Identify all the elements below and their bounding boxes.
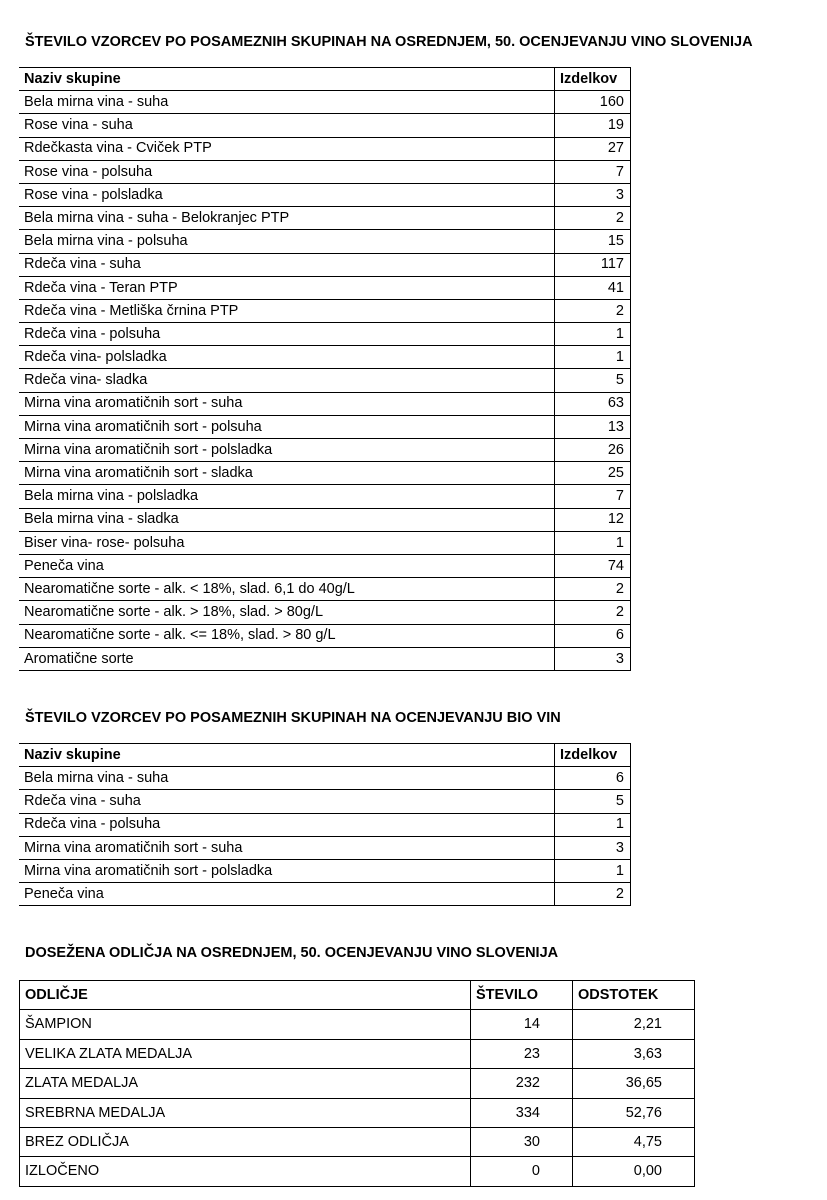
- group-name: Aromatične sorte: [19, 647, 555, 670]
- table-row: [19, 160, 631, 183]
- table-row: [19, 439, 631, 462]
- group-name: Nearomatične sorte - alk. <= 18%, slad. > 80 g/L: [19, 624, 555, 647]
- header-number: ŠTEVILO: [471, 981, 573, 1010]
- group-name: Peneča vina: [19, 554, 555, 577]
- group-count: 2: [555, 883, 631, 906]
- table-row: [19, 624, 631, 647]
- header-medal: ODLIČJE: [20, 981, 471, 1010]
- medal-percent: 3,63: [573, 1039, 695, 1068]
- table-row: [19, 813, 631, 836]
- groups-table: [19, 67, 631, 671]
- group-count: 41: [555, 276, 631, 299]
- table-row: [19, 531, 631, 554]
- medal-count: 14: [471, 1010, 573, 1039]
- table-row: [20, 1157, 695, 1186]
- section1-title: ŠTEVILO VZORCEV PO POSAMEZNIH SKUPINAH NA OSREDNJEM, 50. OCENJEVANJU VINO SLOVENIJA: [25, 34, 753, 50]
- group-count: 3: [555, 183, 631, 206]
- table-row: [19, 767, 631, 790]
- table-row: [19, 462, 631, 485]
- group-name: Mirna vina aromatičnih sort - suha: [19, 836, 555, 859]
- medal-name: ZLATA MEDALJA: [20, 1069, 471, 1098]
- group-count: 5: [555, 790, 631, 813]
- group-count: 7: [555, 160, 631, 183]
- medal-count: 30: [471, 1127, 573, 1156]
- medal-percent: 36,65: [573, 1069, 695, 1098]
- medal-percent: 0,00: [573, 1157, 695, 1186]
- header-percent: ODSTOTEK: [573, 981, 695, 1010]
- medal-name: SREBRNA MEDALJA: [20, 1098, 471, 1127]
- table-row: [19, 601, 631, 624]
- group-count: 25: [555, 462, 631, 485]
- group-count: 26: [555, 439, 631, 462]
- table-row: [19, 415, 631, 438]
- table-row: [19, 253, 631, 276]
- medal-count: 334: [471, 1098, 573, 1127]
- medal-count: 0: [471, 1157, 573, 1186]
- group-name: Rdeča vina - suha: [19, 253, 555, 276]
- group-count: 3: [555, 836, 631, 859]
- group-name: Bela mirna vina - suha - Belokranjec PTP: [19, 207, 555, 230]
- group-name: Bela mirna vina - polsuha: [19, 230, 555, 253]
- table-row: [19, 578, 631, 601]
- table-row: [19, 485, 631, 508]
- table-row: [19, 230, 631, 253]
- table-row: [19, 207, 631, 230]
- group-name: Bela mirna vina - polsladka: [19, 485, 555, 508]
- group-name: Rdeča vina - polsuha: [19, 813, 555, 836]
- group-name: Mirna vina aromatičnih sort - polsuha: [19, 415, 555, 438]
- group-count: 2: [555, 299, 631, 322]
- medal-name: BREZ ODLIČJA: [20, 1127, 471, 1156]
- table-header-row: [19, 68, 631, 91]
- group-count: 6: [555, 767, 631, 790]
- medal-name: IZLOČENO: [20, 1157, 471, 1186]
- group-count: 6: [555, 624, 631, 647]
- group-name: Bela mirna vina - suha: [19, 767, 555, 790]
- group-count: 3: [555, 647, 631, 670]
- group-name: Mirna vina aromatičnih sort - sladka: [19, 462, 555, 485]
- group-name: Mirna vina aromatičnih sort - polsladka: [19, 439, 555, 462]
- group-name: Peneča vina: [19, 883, 555, 906]
- group-count: 15: [555, 230, 631, 253]
- group-name: Rdeča vina - Teran PTP: [19, 276, 555, 299]
- group-name: Rdeča vina- polsladka: [19, 346, 555, 369]
- medal-count: 232: [471, 1069, 573, 1098]
- table-row: [19, 137, 631, 160]
- table-row: [19, 114, 631, 137]
- table-row: [19, 508, 631, 531]
- medal-percent: 2,21: [573, 1010, 695, 1039]
- table-row: [20, 1069, 695, 1098]
- table-row: [19, 647, 631, 670]
- header-count: Izdelkov: [555, 744, 631, 767]
- group-count: 5: [555, 369, 631, 392]
- table-row: [19, 790, 631, 813]
- medal-percent: 4,75: [573, 1127, 695, 1156]
- medal-percent: 52,76: [573, 1098, 695, 1127]
- table-row: [19, 554, 631, 577]
- group-name: Rdeča vina - Metliška črnina PTP: [19, 299, 555, 322]
- group-count: 74: [555, 554, 631, 577]
- table-row: [19, 859, 631, 882]
- header-group-name: Naziv skupine: [19, 68, 555, 91]
- group-name: Mirna vina aromatičnih sort - suha: [19, 392, 555, 415]
- group-count: 1: [555, 323, 631, 346]
- table-row: [19, 346, 631, 369]
- table-row: [19, 91, 631, 114]
- group-name: Bela mirna vina - sladka: [19, 508, 555, 531]
- group-name: Rdečkasta vina - Cviček PTP: [19, 137, 555, 160]
- group-name: Mirna vina aromatičnih sort - polsladka: [19, 859, 555, 882]
- group-count: 1: [555, 531, 631, 554]
- group-count: 12: [555, 508, 631, 531]
- medal-count: 23: [471, 1039, 573, 1068]
- group-name: Nearomatične sorte - alk. < 18%, slad. 6,1 do 40g/L: [19, 578, 555, 601]
- group-count: 160: [555, 91, 631, 114]
- bio-groups-table: [19, 743, 631, 906]
- section3-title: DOSEŽENA ODLIČJA NA OSREDNJEM, 50. OCENJEVANJU VINO SLOVENIJA: [25, 945, 559, 961]
- table-row: [20, 1127, 695, 1156]
- group-name: Bela mirna vina - suha: [19, 91, 555, 114]
- section2-title: ŠTEVILO VZORCEV PO POSAMEZNIH SKUPINAH NA OCENJEVANJU BIO VIN: [25, 710, 561, 726]
- group-count: 7: [555, 485, 631, 508]
- table-row: [19, 392, 631, 415]
- group-name: Rdeča vina - suha: [19, 790, 555, 813]
- group-name: Rose vina - suha: [19, 114, 555, 137]
- table-row: [19, 883, 631, 906]
- medal-name: ŠAMPION: [20, 1010, 471, 1039]
- group-count: 13: [555, 415, 631, 438]
- group-count: 1: [555, 859, 631, 882]
- group-name: Rdeča vina - polsuha: [19, 323, 555, 346]
- group-name: Rose vina - polsladka: [19, 183, 555, 206]
- table-row: [19, 299, 631, 322]
- group-count: 117: [555, 253, 631, 276]
- table-row: [20, 1010, 695, 1039]
- table-row: [20, 1039, 695, 1068]
- table-row: [20, 1098, 695, 1127]
- group-count: 1: [555, 813, 631, 836]
- group-name: Biser vina- rose- polsuha: [19, 531, 555, 554]
- medal-name: VELIKA ZLATA MEDALJA: [20, 1039, 471, 1068]
- header-group-name: Naziv skupine: [19, 744, 555, 767]
- group-count: 1: [555, 346, 631, 369]
- table-header-row: [20, 981, 695, 1010]
- group-count: 19: [555, 114, 631, 137]
- medals-table: [19, 980, 695, 1187]
- header-count: Izdelkov: [555, 68, 631, 91]
- group-name: Rose vina - polsuha: [19, 160, 555, 183]
- group-count: 27: [555, 137, 631, 160]
- table-row: [19, 183, 631, 206]
- table-row: [19, 836, 631, 859]
- group-count: 63: [555, 392, 631, 415]
- group-name: Nearomatične sorte - alk. > 18%, slad. > 80g/L: [19, 601, 555, 624]
- group-name: Rdeča vina- sladka: [19, 369, 555, 392]
- group-count: 2: [555, 578, 631, 601]
- table-row: [19, 276, 631, 299]
- table-row: [19, 323, 631, 346]
- table-row: [19, 369, 631, 392]
- group-count: 2: [555, 601, 631, 624]
- group-count: 2: [555, 207, 631, 230]
- table-header-row: [19, 744, 631, 767]
